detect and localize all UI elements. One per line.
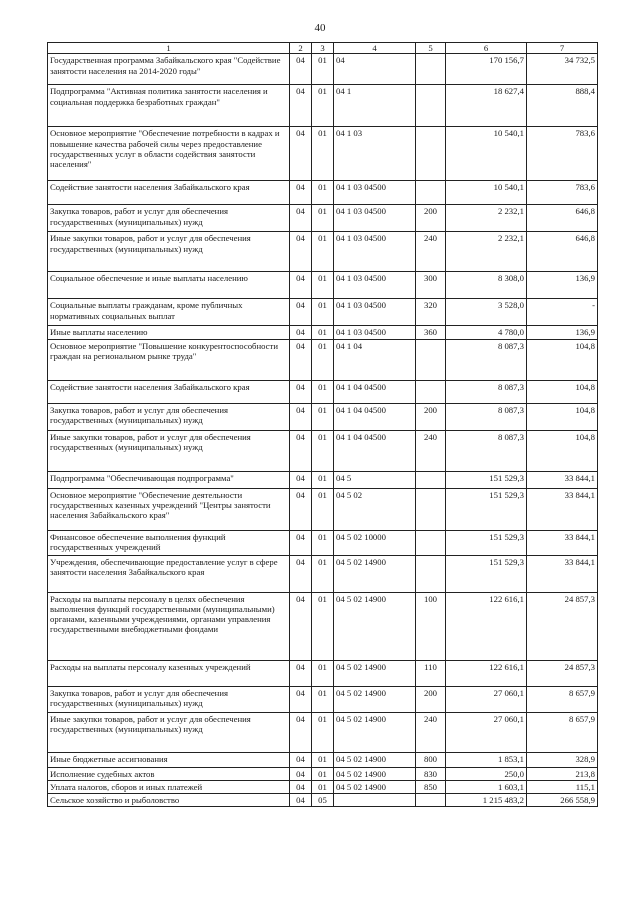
cell-amount-plan: 1 603,1 bbox=[446, 780, 527, 793]
cell-amount-actual: 104,8 bbox=[527, 380, 598, 403]
cell-subsection: 01 bbox=[312, 660, 334, 686]
cell-name: Социальные выплаты гражданам, кроме публичных нормативных социальных выплат bbox=[48, 299, 290, 326]
cell-section: 04 bbox=[290, 299, 312, 326]
cell-subsection: 01 bbox=[312, 780, 334, 793]
cell-subsection: 01 bbox=[312, 339, 334, 380]
cell-amount-actual: 34 732,5 bbox=[527, 54, 598, 85]
cell-target-article: 04 5 bbox=[334, 471, 416, 488]
cell-amount-plan: 170 156,7 bbox=[446, 54, 527, 85]
cell-name: Государственная программа Забайкальского края "Содействие занятости населения на 2014-2020 годы" bbox=[48, 54, 290, 85]
cell-amount-actual: 24 857,3 bbox=[527, 660, 598, 686]
cell-amount-plan: 1 215 483,2 bbox=[446, 794, 527, 807]
cell-amount-actual: 33 844,1 bbox=[527, 530, 598, 555]
cell-section: 04 bbox=[290, 326, 312, 339]
cell-amount-actual: 33 844,1 bbox=[527, 488, 598, 530]
cell-amount-plan: 151 529,3 bbox=[446, 471, 527, 488]
cell-expense-type: 240 bbox=[416, 430, 446, 471]
cell-amount-plan: 8 087,3 bbox=[446, 403, 527, 430]
cell-target-article: 04 5 02 10000 bbox=[334, 530, 416, 555]
cell-expense-type bbox=[416, 488, 446, 530]
table-row bbox=[48, 686, 598, 712]
cell-subsection: 01 bbox=[312, 752, 334, 767]
cell-amount-plan: 122 616,1 bbox=[446, 592, 527, 660]
cell-amount-actual: 33 844,1 bbox=[527, 555, 598, 592]
table-row bbox=[48, 471, 598, 488]
cell-name: Учреждения, обеспечивающие предоставление услуг в сфере занятости населения Забайкальского края bbox=[48, 555, 290, 592]
cell-subsection: 01 bbox=[312, 530, 334, 555]
cell-target-article: 04 1 04 04500 bbox=[334, 403, 416, 430]
cell-target-article: 04 1 03 04500 bbox=[334, 205, 416, 232]
cell-section: 04 bbox=[290, 471, 312, 488]
cell-amount-actual: - bbox=[527, 299, 598, 326]
cell-name: Иные закупки товаров, работ и услуг для обеспечения государственных (муниципальных) нужд bbox=[48, 712, 290, 752]
cell-target-article: 04 bbox=[334, 54, 416, 85]
cell-amount-plan: 18 627,4 bbox=[446, 85, 527, 127]
cell-target-article: 04 5 02 14900 bbox=[334, 780, 416, 793]
cell-amount-actual: 8 657,9 bbox=[527, 712, 598, 752]
cell-name: Закупка товаров, работ и услуг для обеспечения государственных (муниципальных) нужд bbox=[48, 686, 290, 712]
cell-section: 04 bbox=[290, 85, 312, 127]
budget-table bbox=[47, 42, 598, 807]
cell-amount-plan: 8 087,3 bbox=[446, 380, 527, 403]
cell-expense-type: 100 bbox=[416, 592, 446, 660]
table-row bbox=[48, 488, 598, 530]
page-number: 40 bbox=[314, 22, 326, 34]
cell-amount-plan: 2 232,1 bbox=[446, 205, 527, 232]
cell-amount-plan: 4 780,0 bbox=[446, 326, 527, 339]
table-row bbox=[48, 326, 598, 339]
column-header: 7 bbox=[527, 43, 598, 54]
table-row bbox=[48, 299, 598, 326]
cell-target-article: 04 1 03 04500 bbox=[334, 299, 416, 326]
cell-section: 04 bbox=[290, 530, 312, 555]
cell-name: Расходы на выплаты персоналу в целях обеспечения выполнения функций государственными (муниципальными) органами, казенными учреждениями, органами управления государственными внебюджетными фондами bbox=[48, 592, 290, 660]
cell-section: 04 bbox=[290, 54, 312, 85]
cell-amount-actual: 213,8 bbox=[527, 767, 598, 780]
column-header: 2 bbox=[290, 43, 312, 54]
cell-section: 04 bbox=[290, 686, 312, 712]
cell-subsection: 01 bbox=[312, 380, 334, 403]
cell-section: 04 bbox=[290, 380, 312, 403]
cell-amount-plan: 151 529,3 bbox=[446, 555, 527, 592]
cell-amount-actual: 8 657,9 bbox=[527, 686, 598, 712]
table-row bbox=[48, 530, 598, 555]
cell-section: 04 bbox=[290, 205, 312, 232]
cell-target-article: 04 1 04 04500 bbox=[334, 430, 416, 471]
cell-subsection: 01 bbox=[312, 181, 334, 205]
cell-section: 04 bbox=[290, 592, 312, 660]
table-row bbox=[48, 127, 598, 181]
cell-name: Содействие занятости населения Забайкальского края bbox=[48, 181, 290, 205]
cell-subsection: 01 bbox=[312, 54, 334, 85]
table-row bbox=[48, 592, 598, 660]
cell-section: 04 bbox=[290, 232, 312, 272]
cell-expense-type bbox=[416, 181, 446, 205]
cell-expense-type: 360 bbox=[416, 326, 446, 339]
table-row bbox=[48, 380, 598, 403]
cell-expense-type bbox=[416, 794, 446, 807]
cell-expense-type: 800 bbox=[416, 752, 446, 767]
table-row bbox=[48, 712, 598, 752]
cell-name: Подпрограмма "Обеспечивающая подпрограмма" bbox=[48, 471, 290, 488]
cell-amount-plan: 8 087,3 bbox=[446, 339, 527, 380]
cell-name: Закупка товаров, работ и услуг для обеспечения государственных (муниципальных) нужд bbox=[48, 205, 290, 232]
header-row bbox=[48, 43, 598, 54]
cell-amount-plan: 1 853,1 bbox=[446, 752, 527, 767]
table-row bbox=[48, 767, 598, 780]
cell-section: 04 bbox=[290, 272, 312, 299]
cell-section: 04 bbox=[290, 127, 312, 181]
cell-subsection: 01 bbox=[312, 430, 334, 471]
table-row bbox=[48, 780, 598, 793]
table-row bbox=[48, 794, 598, 807]
table-row bbox=[48, 272, 598, 299]
cell-section: 04 bbox=[290, 181, 312, 205]
table-row bbox=[48, 403, 598, 430]
table-row bbox=[48, 85, 598, 127]
cell-amount-actual: 783,6 bbox=[527, 181, 598, 205]
cell-amount-plan: 8 087,3 bbox=[446, 430, 527, 471]
cell-subsection: 05 bbox=[312, 794, 334, 807]
cell-amount-plan: 250,0 bbox=[446, 767, 527, 780]
column-header: 4 bbox=[334, 43, 416, 54]
cell-section: 04 bbox=[290, 403, 312, 430]
cell-amount-actual: 328,9 bbox=[527, 752, 598, 767]
cell-expense-type bbox=[416, 380, 446, 403]
cell-expense-type: 240 bbox=[416, 232, 446, 272]
cell-name: Финансовое обеспечение выполнения функций государственных учреждений bbox=[48, 530, 290, 555]
table-row bbox=[48, 181, 598, 205]
table-row bbox=[48, 54, 598, 85]
cell-expense-type bbox=[416, 471, 446, 488]
cell-expense-type bbox=[416, 54, 446, 85]
cell-amount-actual: 646,8 bbox=[527, 232, 598, 272]
cell-target-article: 04 1 03 04500 bbox=[334, 232, 416, 272]
cell-amount-plan: 8 308,0 bbox=[446, 272, 527, 299]
cell-section: 04 bbox=[290, 712, 312, 752]
cell-target-article: 04 1 03 04500 bbox=[334, 181, 416, 205]
cell-subsection: 01 bbox=[312, 686, 334, 712]
cell-target-article: 04 1 03 bbox=[334, 127, 416, 181]
cell-subsection: 01 bbox=[312, 767, 334, 780]
cell-subsection: 01 bbox=[312, 592, 334, 660]
cell-name: Иные выплаты населению bbox=[48, 326, 290, 339]
cell-expense-type bbox=[416, 127, 446, 181]
cell-amount-actual: 646,8 bbox=[527, 205, 598, 232]
cell-target-article: 04 5 02 14900 bbox=[334, 686, 416, 712]
table-row bbox=[48, 555, 598, 592]
cell-section: 04 bbox=[290, 780, 312, 793]
table-row bbox=[48, 232, 598, 272]
cell-target-article: 04 5 02 14900 bbox=[334, 767, 416, 780]
cell-name: Подпрограмма "Активная политика занятости населения и социальная поддержка безработных граждан" bbox=[48, 85, 290, 127]
cell-amount-actual: 104,8 bbox=[527, 339, 598, 380]
cell-expense-type: 240 bbox=[416, 712, 446, 752]
cell-amount-plan: 151 529,3 bbox=[446, 530, 527, 555]
cell-section: 04 bbox=[290, 752, 312, 767]
cell-section: 04 bbox=[290, 488, 312, 530]
cell-name: Исполнение судебных актов bbox=[48, 767, 290, 780]
cell-name: Расходы на выплаты персоналу казенных учреждений bbox=[48, 660, 290, 686]
cell-amount-actual: 33 844,1 bbox=[527, 471, 598, 488]
cell-section: 04 bbox=[290, 339, 312, 380]
cell-expense-type: 200 bbox=[416, 205, 446, 232]
cell-expense-type: 110 bbox=[416, 660, 446, 686]
cell-amount-actual: 136,9 bbox=[527, 272, 598, 299]
cell-section: 04 bbox=[290, 430, 312, 471]
cell-target-article: 04 5 02 14900 bbox=[334, 660, 416, 686]
cell-expense-type: 830 bbox=[416, 767, 446, 780]
cell-amount-plan: 3 528,0 bbox=[446, 299, 527, 326]
cell-expense-type bbox=[416, 339, 446, 380]
cell-amount-actual: 24 857,3 bbox=[527, 592, 598, 660]
cell-target-article: 04 1 bbox=[334, 85, 416, 127]
cell-amount-actual: 783,6 bbox=[527, 127, 598, 181]
table-row bbox=[48, 430, 598, 471]
cell-target-article: 04 1 04 bbox=[334, 339, 416, 380]
cell-subsection: 01 bbox=[312, 471, 334, 488]
column-header: 6 bbox=[446, 43, 527, 54]
cell-name: Уплата налогов, сборов и иных платежей bbox=[48, 780, 290, 793]
table-row bbox=[48, 339, 598, 380]
cell-name: Иные закупки товаров, работ и услуг для обеспечения государственных (муниципальных) нужд bbox=[48, 430, 290, 471]
cell-subsection: 01 bbox=[312, 299, 334, 326]
cell-subsection: 01 bbox=[312, 127, 334, 181]
cell-target-article: 04 1 03 04500 bbox=[334, 326, 416, 339]
cell-name: Основное мероприятие "Повышение конкурентоспособности граждан на региональном рынке труда" bbox=[48, 339, 290, 380]
column-header: 3 bbox=[312, 43, 334, 54]
cell-expense-type: 200 bbox=[416, 686, 446, 712]
table-row bbox=[48, 752, 598, 767]
cell-amount-actual: 115,1 bbox=[527, 780, 598, 793]
cell-amount-plan: 122 616,1 bbox=[446, 660, 527, 686]
cell-subsection: 01 bbox=[312, 272, 334, 299]
cell-subsection: 01 bbox=[312, 555, 334, 592]
cell-amount-actual: 888,4 bbox=[527, 85, 598, 127]
cell-expense-type: 300 bbox=[416, 272, 446, 299]
cell-name: Социальное обеспечение и иные выплаты населению bbox=[48, 272, 290, 299]
cell-target-article: 04 5 02 14900 bbox=[334, 752, 416, 767]
cell-target-article: 04 1 04 04500 bbox=[334, 380, 416, 403]
cell-amount-plan: 27 060,1 bbox=[446, 686, 527, 712]
cell-name: Закупка товаров, работ и услуг для обеспечения государственных (муниципальных) нужд bbox=[48, 403, 290, 430]
cell-target-article: 04 5 02 14900 bbox=[334, 592, 416, 660]
cell-target-article: 04 5 02 14900 bbox=[334, 555, 416, 592]
cell-target-article: 04 1 03 04500 bbox=[334, 272, 416, 299]
cell-section: 04 bbox=[290, 767, 312, 780]
cell-expense-type: 200 bbox=[416, 403, 446, 430]
cell-subsection: 01 bbox=[312, 85, 334, 127]
cell-target-article bbox=[334, 794, 416, 807]
cell-expense-type: 320 bbox=[416, 299, 446, 326]
cell-expense-type bbox=[416, 530, 446, 555]
cell-amount-plan: 151 529,3 bbox=[446, 488, 527, 530]
cell-amount-plan: 10 540,1 bbox=[446, 181, 527, 205]
column-header: 5 bbox=[416, 43, 446, 54]
cell-section: 04 bbox=[290, 660, 312, 686]
cell-subsection: 01 bbox=[312, 712, 334, 752]
cell-amount-actual: 136,9 bbox=[527, 326, 598, 339]
cell-subsection: 01 bbox=[312, 403, 334, 430]
cell-name: Основное мероприятие "Обеспечение потребности в кадрах и повышение качества рабочей силы через предоставление государственных услуг в области содействия занятости населения" bbox=[48, 127, 290, 181]
cell-name: Сельское хозяйство и рыболовство bbox=[48, 794, 290, 807]
cell-section: 04 bbox=[290, 794, 312, 807]
cell-target-article: 04 5 02 14900 bbox=[334, 712, 416, 752]
cell-name: Иные бюджетные ассигнования bbox=[48, 752, 290, 767]
cell-amount-plan: 10 540,1 bbox=[446, 127, 527, 181]
column-header: 1 bbox=[48, 43, 290, 54]
table-row bbox=[48, 660, 598, 686]
cell-subsection: 01 bbox=[312, 232, 334, 272]
cell-expense-type bbox=[416, 555, 446, 592]
cell-name: Основное мероприятие "Обеспечение деятельности государственных казенных учреждений "Центры занятости населения Забайкальского края" bbox=[48, 488, 290, 530]
cell-section: 04 bbox=[290, 555, 312, 592]
cell-amount-actual: 104,8 bbox=[527, 430, 598, 471]
cell-subsection: 01 bbox=[312, 205, 334, 232]
cell-name: Содействие занятости населения Забайкальского края bbox=[48, 380, 290, 403]
cell-expense-type: 850 bbox=[416, 780, 446, 793]
cell-amount-actual: 104,8 bbox=[527, 403, 598, 430]
cell-subsection: 01 bbox=[312, 488, 334, 530]
cell-target-article: 04 5 02 bbox=[334, 488, 416, 530]
cell-amount-actual: 266 558,9 bbox=[527, 794, 598, 807]
cell-amount-plan: 27 060,1 bbox=[446, 712, 527, 752]
table-row bbox=[48, 205, 598, 232]
cell-name: Иные закупки товаров, работ и услуг для обеспечения государственных (муниципальных) нужд bbox=[48, 232, 290, 272]
cell-expense-type bbox=[416, 85, 446, 127]
cell-subsection: 01 bbox=[312, 326, 334, 339]
cell-amount-plan: 2 232,1 bbox=[446, 232, 527, 272]
